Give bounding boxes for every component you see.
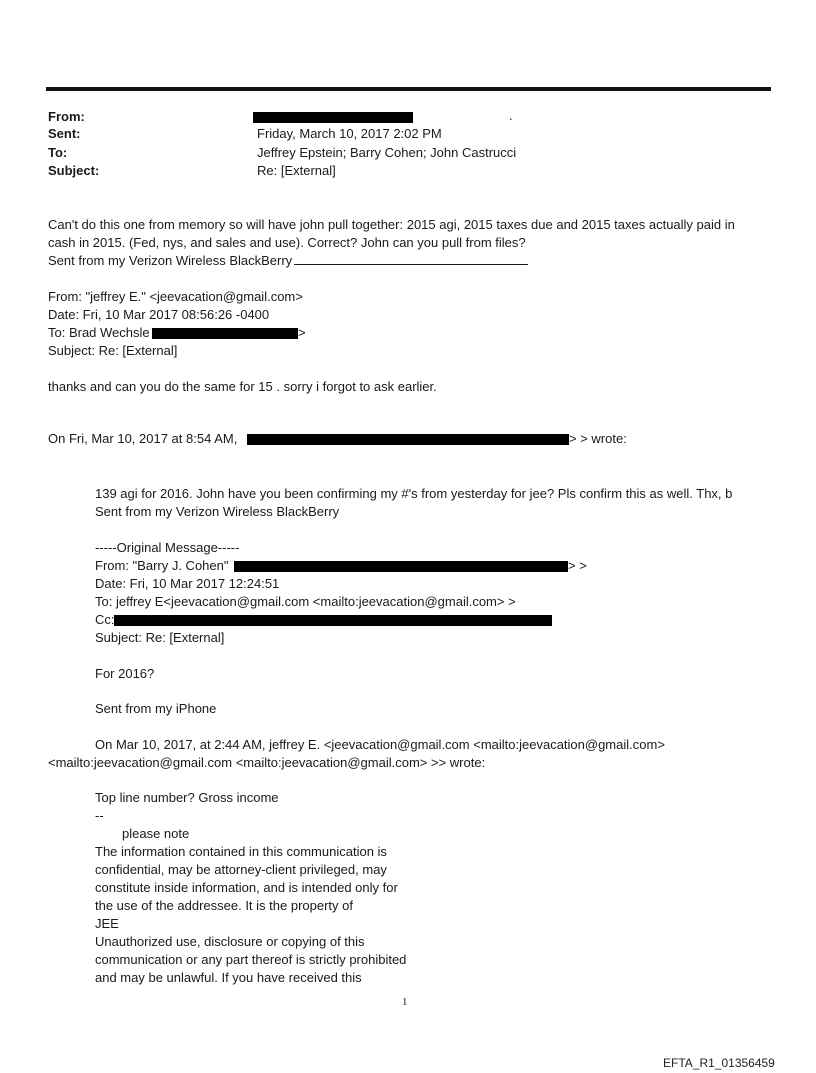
original-message-marker: -----Original Message----- <box>95 540 240 555</box>
to-value: Jeffrey Epstein; Barry Cohen; John Castrucci <box>257 145 517 160</box>
sent-from-iphone: Sent from my iPhone <box>95 701 217 716</box>
disclaimer-line: The information contained in this communication is <box>95 844 387 859</box>
for-2016: For 2016? <box>95 666 155 681</box>
body-line-1: Can't do this one from memory so will have john pull together: 2015 agi, 2015 taxes due and 2015 taxes actually paid in <box>48 217 735 232</box>
document-id: EFTA_R1_01356459 <box>663 1056 775 1070</box>
disclaimer-line: JEE <box>95 916 119 931</box>
on-wrote-prefix: On Fri, Mar 10, 2017 at 8:54 AM, <box>48 431 238 446</box>
signature-text: Sent from my Verizon Wireless BlackBerry <box>48 253 293 268</box>
disclaimer-line: communication or any part thereof is strictly prohibited <box>95 952 407 967</box>
sent-label: Sent: <box>48 126 81 141</box>
redacted-original-from <box>234 561 568 572</box>
redacted-cc <box>114 615 552 626</box>
original-date: Date: Fri, 10 Mar 2017 12:24:51 <box>95 576 280 591</box>
quote1-to-text: To: Brad Wechsle <box>48 325 150 340</box>
disclaimer-line: Unauthorized use, disclosure or copying of this <box>95 934 365 949</box>
signature-dashes: -- <box>95 808 104 823</box>
original-from-tail: > > <box>568 558 587 573</box>
quote1-from: From: "jeffrey E." <jeevacation@gmail.com> <box>48 289 303 304</box>
please-note: please note <box>122 826 190 841</box>
disclaimer-line: and may be unlawful. If you have received this <box>95 970 362 985</box>
quote1-body: thanks and can you do the same for 15 . sorry i forgot to ask earlier. <box>48 379 437 394</box>
original-from: From: "Barry J. Cohen" <box>95 558 229 573</box>
on-mar-line-1: On Mar 10, 2017, at 2:44 AM, jeffrey E. <jeevacation@gmail.com <mailto:jeevacation@gmail.com> <box>95 737 665 752</box>
on-mar-line-2: <mailto:jeevacation@gmail.com <mailto:jeevacation@gmail.com> >> wrote: <box>48 755 486 770</box>
disclaimer-line: confidential, may be attorney-client privileged, may <box>95 862 387 877</box>
subject-value: Re: [External] <box>257 163 336 178</box>
quote1-subject: Subject: Re: [External] <box>48 343 178 358</box>
on-wrote-suffix: > > wrote: <box>569 431 627 446</box>
quote1-to <box>48 324 150 342</box>
body-line-2: cash in 2015. (Fed, nys, and sales and use). Correct? John can you pull from files? <box>48 235 526 250</box>
subject-label: Subject: <box>48 163 100 178</box>
signature-blackberry <box>48 252 528 270</box>
disclaimer-line: the use of the addressee. It is the property of <box>95 898 353 913</box>
disclaimer-line: constitute inside information, and is intended only for <box>95 880 398 895</box>
quote1-to-tail: > <box>298 325 306 340</box>
signature-underline <box>294 252 528 265</box>
original-subject: Subject: Re: [External] <box>95 630 225 645</box>
top-line-question: Top line number? Gross income <box>95 790 279 805</box>
to-label: To: <box>48 145 68 160</box>
redacted-from-address <box>253 112 413 123</box>
disclaimer <box>95 843 406 987</box>
redacted-to-address <box>152 328 298 339</box>
from-label: From: <box>48 109 85 124</box>
stray-mark: . <box>509 108 513 123</box>
redacted-sender <box>247 434 569 445</box>
quote2-line-2: Sent from my Verizon Wireless BlackBerry <box>95 504 340 519</box>
original-to: To: jeffrey E<jeevacation@gmail.com <mailto:jeevacation@gmail.com> > <box>95 594 516 609</box>
original-cc: Cc: <box>95 612 115 627</box>
page-number: 1 <box>402 996 408 1008</box>
header-rule <box>46 87 771 91</box>
sent-value: Friday, March 10, 2017 2:02 PM <box>257 126 442 141</box>
quote2-line-1: 139 agi for 2016. John have you been confirming my #'s from yesterday for jee? Pls confirm this as well. Thx, b <box>95 486 733 501</box>
quote1-date: Date: Fri, 10 Mar 2017 08:56:26 -0400 <box>48 307 270 322</box>
